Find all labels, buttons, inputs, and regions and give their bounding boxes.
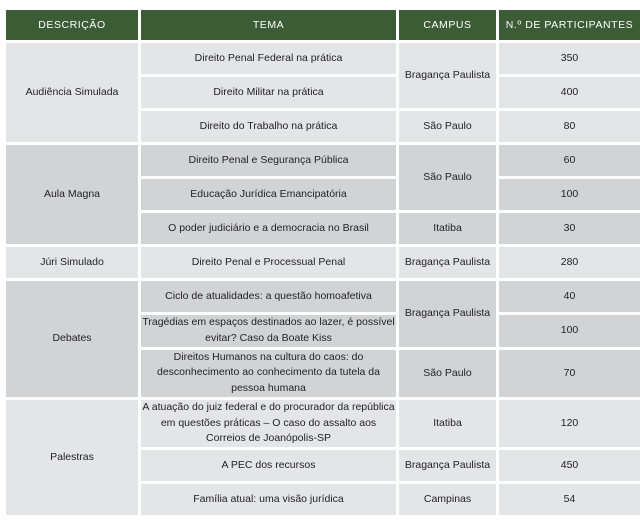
- cell-participantes: 60: [499, 145, 640, 176]
- cell-tema: Educação Jurídica Emancipatória: [141, 179, 396, 210]
- cell-descricao: Debates: [6, 281, 138, 397]
- cell-tema: O poder judiciário e a democracia no Brasil: [141, 213, 396, 244]
- cell-participantes: 40: [499, 281, 640, 312]
- cell-campus: São Paulo: [399, 350, 496, 397]
- cell-campus: São Paulo: [399, 145, 496, 210]
- cell-descricao: Júri Simulado: [6, 247, 138, 278]
- cell-descricao: Aula Magna: [6, 145, 138, 244]
- column-header-participantes: N.º DE PARTICIPANTES: [499, 10, 640, 40]
- cell-participantes: 54: [499, 484, 640, 515]
- table-body: [6, 43, 640, 515]
- cell-campus: Itatiba: [399, 400, 496, 447]
- cell-participantes: 30: [499, 213, 640, 244]
- table-row: [6, 145, 640, 176]
- cell-campus: Bragança Paulista: [399, 43, 496, 108]
- table-row: [6, 400, 640, 447]
- column-header-descricao: DESCRIÇÃO: [6, 10, 138, 40]
- table-header-row: [6, 10, 640, 40]
- cell-descricao: Palestras: [6, 400, 138, 515]
- cell-participantes: 100: [499, 315, 640, 347]
- cell-tema: A PEC dos recursos: [141, 450, 396, 481]
- cell-campus: Bragança Paulista: [399, 450, 496, 481]
- cell-participantes: 80: [499, 111, 640, 142]
- column-header-tema: TEMA: [141, 10, 396, 40]
- cell-tema: Ciclo de atualidades: a questão homoafetiva: [141, 281, 396, 312]
- cell-campus: Bragança Paulista: [399, 247, 496, 278]
- table-row: [6, 281, 640, 312]
- cell-campus: São Paulo: [399, 111, 496, 142]
- table-header: [6, 10, 640, 40]
- cell-tema: Direitos Humanos na cultura do caos: do desconhecimento ao conhecimento da tutela da pessoa humana: [141, 350, 396, 397]
- cell-tema: Família atual: uma visão jurídica: [141, 484, 396, 515]
- cell-participantes: 100: [499, 179, 640, 210]
- cell-participantes: 70: [499, 350, 640, 397]
- events-table-container: [3, 7, 637, 518]
- column-header-campus: CAMPUS: [399, 10, 496, 40]
- cell-tema: Direito Penal e Processual Penal: [141, 247, 396, 278]
- cell-campus: Itatiba: [399, 213, 496, 244]
- cell-tema: Direito Militar na prática: [141, 77, 396, 108]
- cell-tema: Direito do Trabalho na prática: [141, 111, 396, 142]
- cell-tema: Direito Penal e Segurança Pública: [141, 145, 396, 176]
- cell-campus: Campinas: [399, 484, 496, 515]
- cell-campus: Bragança Paulista: [399, 281, 496, 347]
- cell-tema: Direito Penal Federal na prática: [141, 43, 396, 74]
- cell-descricao: Audiência Simulada: [6, 43, 138, 142]
- cell-tema: Tragédias em espaços destinados ao lazer, é possível evitar? Caso da Boate Kiss: [141, 315, 396, 347]
- cell-tema: A atuação do juiz federal e do procurador da república em questões práticas – O caso do assalto aos Correios de Joanópolis-SP: [141, 400, 396, 447]
- table-row: [6, 247, 640, 278]
- table-row: [6, 43, 640, 74]
- cell-participantes: 120: [499, 400, 640, 447]
- cell-participantes: 400: [499, 77, 640, 108]
- cell-participantes: 280: [499, 247, 640, 278]
- cell-participantes: 450: [499, 450, 640, 481]
- cell-participantes: 350: [499, 43, 640, 74]
- events-schedule-table: [3, 7, 640, 518]
